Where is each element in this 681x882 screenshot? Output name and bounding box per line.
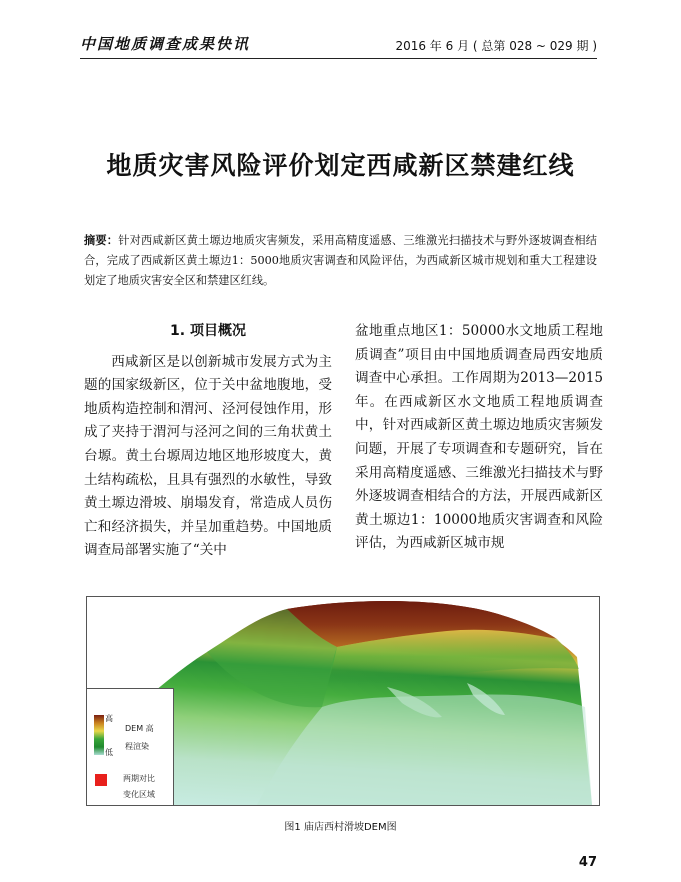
article-title: 地质灾害风险评价划定西咸新区禁建红线 <box>106 151 575 180</box>
legend-dem-label-line2: 程渲染 <box>125 742 149 751</box>
legend-dem-label-line1: DEM 高 <box>125 724 154 733</box>
change-region-swatch <box>95 774 107 786</box>
abstract <box>84 231 597 291</box>
legend-low-label: 低 <box>105 748 113 757</box>
legend-high-label: 高 <box>105 714 113 723</box>
issue-date: 2016 年 6 月 ( 总第 028 ~ 029 期 ) <box>395 39 597 53</box>
section-heading: 1. 项目概况 <box>170 323 246 339</box>
legend-change-label-line2: 变化区域 <box>123 790 155 799</box>
text-column-left <box>84 320 332 563</box>
journal-name: 中国地质调查成果快讯 <box>80 35 251 53</box>
elevation-color-ramp <box>94 715 104 755</box>
header-divider <box>80 58 597 59</box>
dem-legend <box>86 688 174 806</box>
paragraph-right: 盆地重点地区1：50000水文地质工程地质调查”项目由中国地质调查局西安地质调查中心承担。工作周期为2013—2015年。在西咸新区水文地质工程地质调查中，针对西咸新区黄土塬边地质灾害频发问题，开展了专项调查和专题研究，旨在采用高精度遥感、三维激光扫描技术与野外逐坡调查相结合的方法，开展西咸新区黄土塬边1：10000地质灾害调查和风险评估，为西咸新区城市规 <box>355 323 603 552</box>
abstract-text: 针对西咸新区黄土塬边地质灾害频发，采用高精度遥感、三维激光扫描技术与野外逐坡调查相结合，完成了西咸新区黄土塬边1：5000地质灾害调查和风险评估，为西咸新区城市规划和重大工程建设划定了地质灾害安全区和禁建区红线。 <box>84 234 597 287</box>
text-column-right <box>355 320 603 556</box>
abstract-label: 摘要： <box>84 234 119 247</box>
page-number: 47 <box>578 855 597 870</box>
legend-change-label-line1: 两期对比 <box>123 774 155 783</box>
figure-caption: 图1 庙店西村滑坡DEM图 <box>284 822 397 833</box>
paragraph-left: 西咸新区是以创新城市发展方式为主题的国家级新区，位于关中盆地腹地，受地质构造控制和渭河、泾河侵蚀作用，形成了夹持于渭河与泾河之间的三角状黄土台塬。黄土台塬周边地区地形坡度大，黄土结构疏松，且具有强烈的水敏性，导致黄土塬边滑坡、崩塌发育，常造成人员伤亡和经济损失，并呈加重趋势。中国地质调查局部署实施了“关中 <box>84 353 332 559</box>
